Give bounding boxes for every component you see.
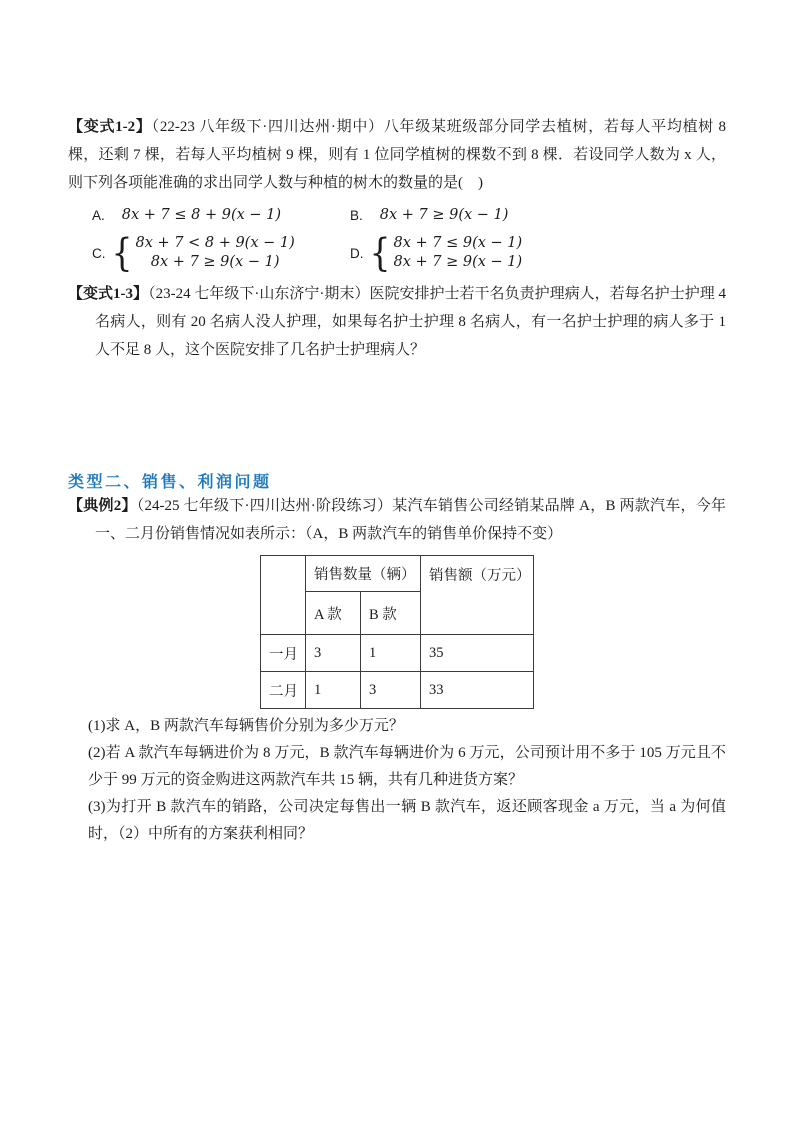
choice-b-formula: 8x + 7 ≥ 9(x − 1) [379, 207, 509, 223]
table-row [261, 672, 534, 709]
question-list [88, 713, 726, 848]
choice-d [350, 231, 522, 275]
table-header-amount: 销售额（万元） [421, 556, 534, 635]
problem-text: （23-24 七年级下·山东济宁·期末）医院安排护士若干名负责护理病人，若每名护士护理 4 名病人，则有 20 名病人没人护理，如果每名护士护理 8 名病人，有一名护士护理的病人多于 1 人不足 8 人，这个医院安排了几名护士护理病人？ [95, 286, 726, 358]
choice-a-label: A. [92, 207, 105, 223]
row-month: 一月 [261, 635, 306, 672]
choice-row-cd [68, 231, 726, 275]
left-brace-glyph: { [111, 230, 133, 275]
question-3: (3)为打开 B 款汽车的销路，公司决定每售出一辆 B 款汽车，返还顾客现金 a 万元，当 a 为何值时，（2）中所有的方案获利相同？ [88, 799, 726, 842]
problem-text: （24-25 七年级下·四川达州·阶段练习）某汽车销售公司经销某品牌 A，B 两款汽车，今年一、二月份销售情况如表所示：（A，B 两款汽车的销售单价保持不变） [95, 498, 726, 542]
choice-a-formula: 8x + 7 ≤ 8 + 9(x − 1) [121, 207, 282, 223]
choice-c-label: C. [92, 245, 106, 261]
page-content [68, 113, 726, 848]
table-header-quantity: 销售数量（辆） [306, 556, 421, 592]
choice-c-line1: 8x + 7 < 8 + 9(x − 1) [135, 235, 295, 251]
choice-list [68, 202, 726, 275]
row-qty-a: 3 [306, 635, 361, 672]
problem-text: （22-23 八年级下·四川达州·期中）八年级某班级部分同学去植树，若每人平均植树 8 棵，还剩 7 棵，若每人平均植树 9 棵，则有 1 位同学植树的棵数不到 8 棵．若设同学人数为 x 人，则下列各项能准确的求出同学人数与种植的树木的数量的是( ) [68, 119, 726, 191]
table-subheader-model-b: B 款 [361, 592, 421, 635]
row-qty-a: 1 [306, 672, 361, 709]
example-2-problem [68, 492, 726, 548]
choice-d-label: D. [350, 245, 364, 261]
choice-row-ab [68, 202, 726, 228]
problem-variation-1-2 [68, 113, 726, 197]
row-amount: 33 [421, 672, 534, 709]
sales-table [260, 555, 534, 709]
row-qty-b: 3 [361, 672, 421, 709]
choice-a [92, 207, 350, 223]
choice-d-line2: 8x + 7 ≥ 9(x − 1) [393, 254, 523, 270]
choice-d-system [394, 234, 523, 272]
problem-label: 【变式1-3】 [68, 286, 149, 302]
choice-c-system [136, 234, 295, 272]
table-corner-cell [261, 556, 306, 635]
row-qty-b: 1 [361, 635, 421, 672]
section-heading: 类型二、销售、利润问题 [68, 474, 272, 491]
choice-c [92, 231, 350, 275]
question-1: (1)求 A，B 两款汽车每辆售价分别为多少万元？ [88, 718, 404, 734]
choice-c-line2: 8x + 7 ≥ 9(x − 1) [150, 254, 280, 270]
table-subheader-model-a: A 款 [306, 592, 361, 635]
choice-b-label: B. [350, 207, 363, 223]
problem-label: 【变式1-2】 [68, 119, 152, 135]
row-amount: 35 [421, 635, 534, 672]
row-month: 二月 [261, 672, 306, 709]
table-row [261, 635, 534, 672]
left-brace-glyph: { [369, 230, 391, 275]
problem-label: 【典例2】 [68, 498, 137, 514]
choice-b [350, 207, 508, 223]
choice-d-line1: 8x + 7 ≤ 9(x − 1) [393, 235, 523, 251]
question-2: (2)若 A 款汽车每辆进价为 8 万元，B 款汽车每辆进价为 6 万元，公司预计用不多于 105 万元且不少于 99 万元的资金购进这两款汽车共 15 辆，共有几种进货方案？ [88, 745, 726, 788]
problem-variation-1-3 [68, 280, 726, 364]
